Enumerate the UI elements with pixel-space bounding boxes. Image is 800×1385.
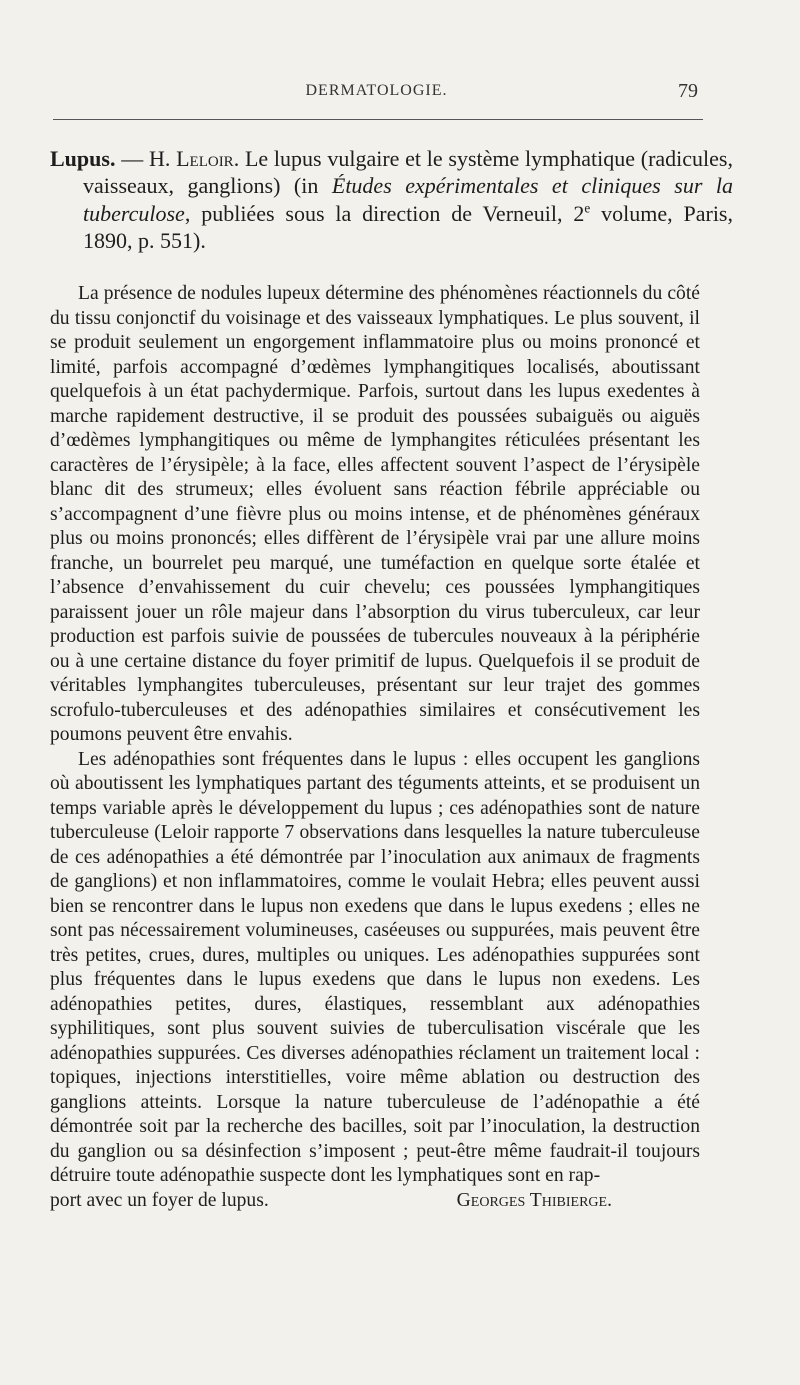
entry-work-title: Études expérimentales et cliniques sur la tuberculose (83, 173, 733, 226)
paragraph-2 (50, 748, 700, 1189)
paragraph-1: La présence de nodules lupeux détermine des phénomènes réactionnels du côté du tissu conjonctif du voisinage et des vaisseaux lymphatiques. Le plus souvent, il se produit seulement un engorgement inflammatoire plus ou moins prononcé et limité, parfois accompagné d’œdèmes lymphangitiques localisés, aboutissant quelquefois à un état pachydermique. Parfois, surtout dans les lupus exedentes à marche rapidement destructive, il se produit des poussées subaiguës ou aiguës d’œdèmes lymphangitiques ou même de lymphangites réticulées présentant les caractères de l’érysipèle; à la face, elles affectent souvent l’aspect de l’érysipèle blanc dit des strumeux; elles évoluent sans réaction fébrile appréciable ou s’accompagnent d’une fièvre plus ou moins intense, et de phénomènes généraux plus ou moins prononcés; elles diffèrent de l’érysipèle vrai par une allure moins franche, un bourrelet peu marqué, une tuméfaction en quelque sorte étalée et l’absence d’envahissement du cuir chevelu; ces poussées lymphangitiques paraissent jouer un rôle majeur dans l’absorption du virus tuberculeux, car leur production est parfois suivie de poussées de tubercules nouveaux à la périphérie ou à une certaine distance du foyer primitif de lupus. Quelquefois il se produit de véritables lymphangites tuberculeuses, présentant sur leur trajet des gommes scrofulo-tuberculeuses et des adénopathies similaires et consécutivement les poumons peuvent être envahis. (50, 283, 700, 745)
page-number: 79 (678, 80, 698, 102)
running-title: DERMATOLOGIE. (305, 82, 448, 99)
entry-text-after-volume: volume, Paris, 1890, p. 551). (83, 200, 733, 253)
entry-subject: Lupus. (50, 146, 116, 171)
entry-text-before-title: . Le lupus vulgaire et le système lymphatique (radicules, vaisseaux, ganglions) (in (83, 146, 733, 199)
entry-author: Leloir (176, 146, 234, 171)
article-body (50, 282, 700, 1213)
last-line-text: port avec un foyer de lupus. (50, 1189, 269, 1211)
header-rule (53, 119, 703, 120)
entry-author-initial: H. (148, 146, 177, 171)
entry-text-before-volume: , publiées sous la direction de Verneuil, (184, 200, 574, 226)
entry-volume-number: 2 (573, 200, 585, 226)
entry-volume-suffix: e (584, 200, 591, 216)
entry-separator: — (115, 146, 149, 171)
author-signature: Georges Thibierge. (456, 1189, 612, 1211)
paragraph-2-text: Les adénopathies sont fréquentes dans le lupus : elles occupent les ganglions où aboutissent les lymphatiques partant des téguments atteints, et se produisent un temps variable après le développement du lupus ; ces adénopathies sont de nature tuberculeuse (Leloir rapporte 7 observations dans lesquelles la nature tuberculeuse de ces adénopathies a été démontrée par l’inoculation aux animaux de fragments de ganglions) et non inflammatoires, comme le voulait Hebra; elles peuvent aussi bien se rencontrer dans le lupus non exedens que dans le lupus exedens ; elles ne sont pas nécessairement volumineuses, caséeuses ou suppurées, mais peuvent être très petites, crues, dures, multiples ou uniques. Les adénopathies suppurées sont plus fréquentes dans le lupus exedens que dans le lupus non exedens. Les adénopathies petites, dures, élastiques, ressemblant aux adénopathies syphilitiques, sont plus souvent suivies de tuberculisation viscérale que les adénopathies suppurées. Ces diverses adénopathies réclament un traitement local : topiques, injections interstitielles, voire même ablation ou destruction des ganglions atteints. Lorsque la nature tuberculeuse de l’adénopathie a été démontrée soit par la recherche des bacilles, soit par l’inoculation, la destruction du ganglion ou sa désinfection s’imposent ; peut-être même faudrait-il toujours détruire toute adénopathie suspecte dont les lymphatiques sont en rap- (50, 748, 700, 1186)
bibliographic-entry (50, 145, 733, 254)
closing-line (50, 1189, 700, 1214)
running-head (53, 82, 700, 106)
